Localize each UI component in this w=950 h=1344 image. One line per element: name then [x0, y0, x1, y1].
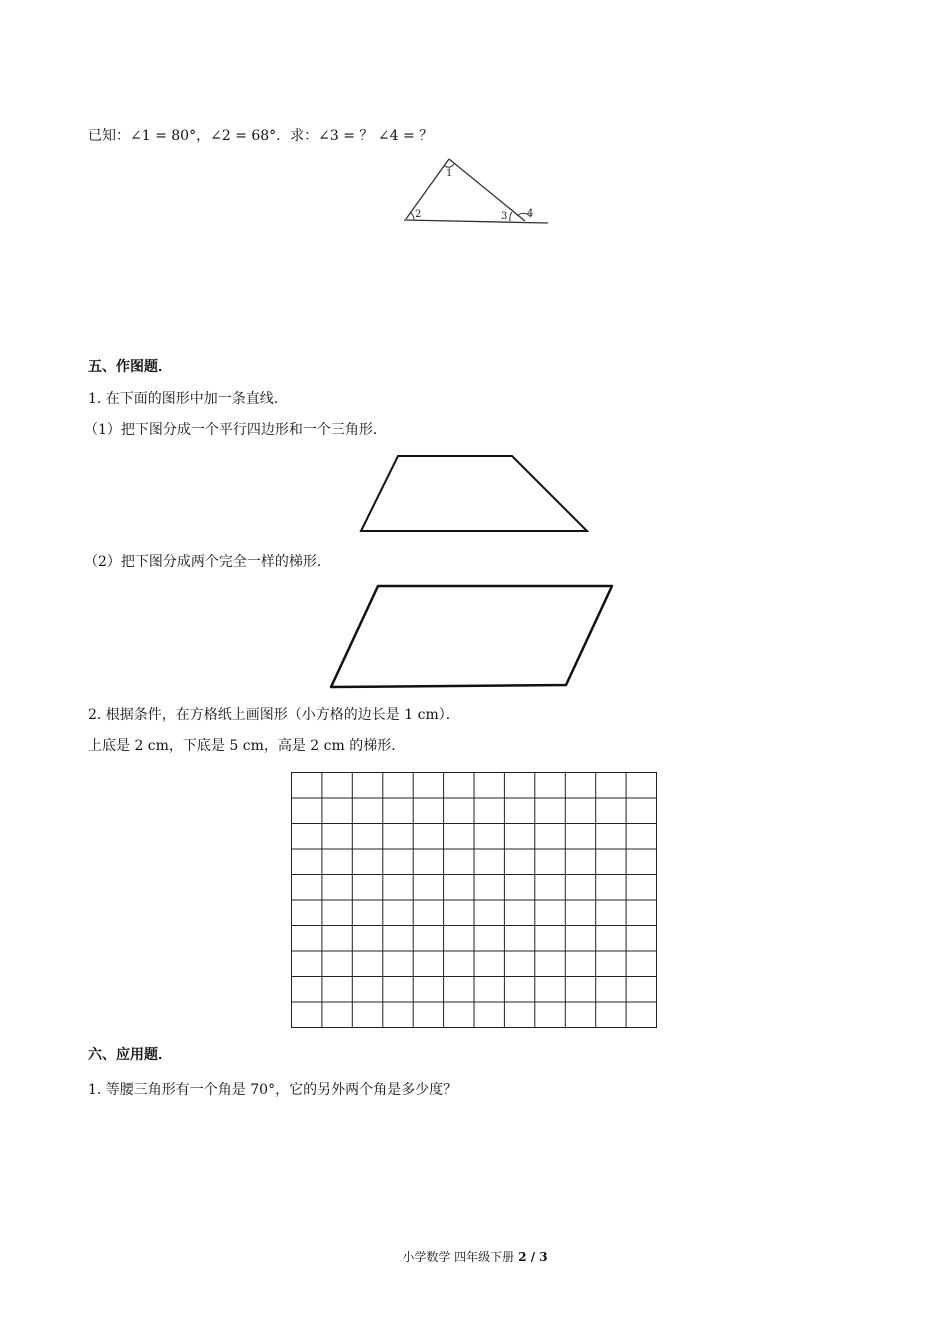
trapezoid-shape: [361, 456, 587, 531]
angle-4-label: 4: [527, 208, 534, 219]
question-5-1-part-2: （2）把下图分成两个完全一样的梯形．: [84, 554, 331, 570]
angle-2-label: 2: [415, 209, 422, 220]
question-5-1: 1. 在下面的图形中加一条直线．: [88, 391, 288, 407]
trapezoid-figure: [356, 450, 592, 536]
question-5-2: 2. 根据条件，在方格纸上画图形（小方格的边长是 1 cm）．: [88, 707, 460, 723]
page-footer: [0, 1248, 950, 1265]
grid-lines: [292, 773, 657, 1028]
parallelogram-shape: [331, 586, 612, 687]
angle-3-label: 3: [501, 211, 508, 222]
page-number: 2 / 3: [518, 1250, 548, 1264]
section-6-title: 六、应用题．: [88, 1047, 172, 1063]
question-6-1: 1. 等腰三角形有一个角是 70°，它的另外两个角是多少度？: [88, 1082, 458, 1098]
known-conditions: 已知：∠1 = 80°，∠2 = 68°．求：∠3 = ？ ∠4 = ？: [88, 128, 434, 144]
triangle-right-side: [449, 159, 525, 221]
angle-2-arc: [411, 213, 414, 220]
question-5-1-part-1: （1）把下图分成一个平行四边形和一个三角形．: [84, 422, 387, 438]
section-5-title: 五、作图题．: [88, 359, 172, 375]
angle-1-label: 1: [446, 168, 453, 179]
footer-text: 小学数学 四年级下册: [402, 1250, 515, 1264]
parallelogram-figure: [326, 580, 618, 692]
triangle-figure: [400, 150, 552, 228]
angle-3-arc: [510, 212, 512, 221]
square-grid[interactable]: [289, 771, 659, 1031]
question-5-2-detail: 上底是 2 cm，下底是 5 cm，高是 2 cm 的梯形．: [88, 738, 406, 754]
base-line: [404, 220, 548, 223]
triangle-left-side: [406, 159, 449, 219]
